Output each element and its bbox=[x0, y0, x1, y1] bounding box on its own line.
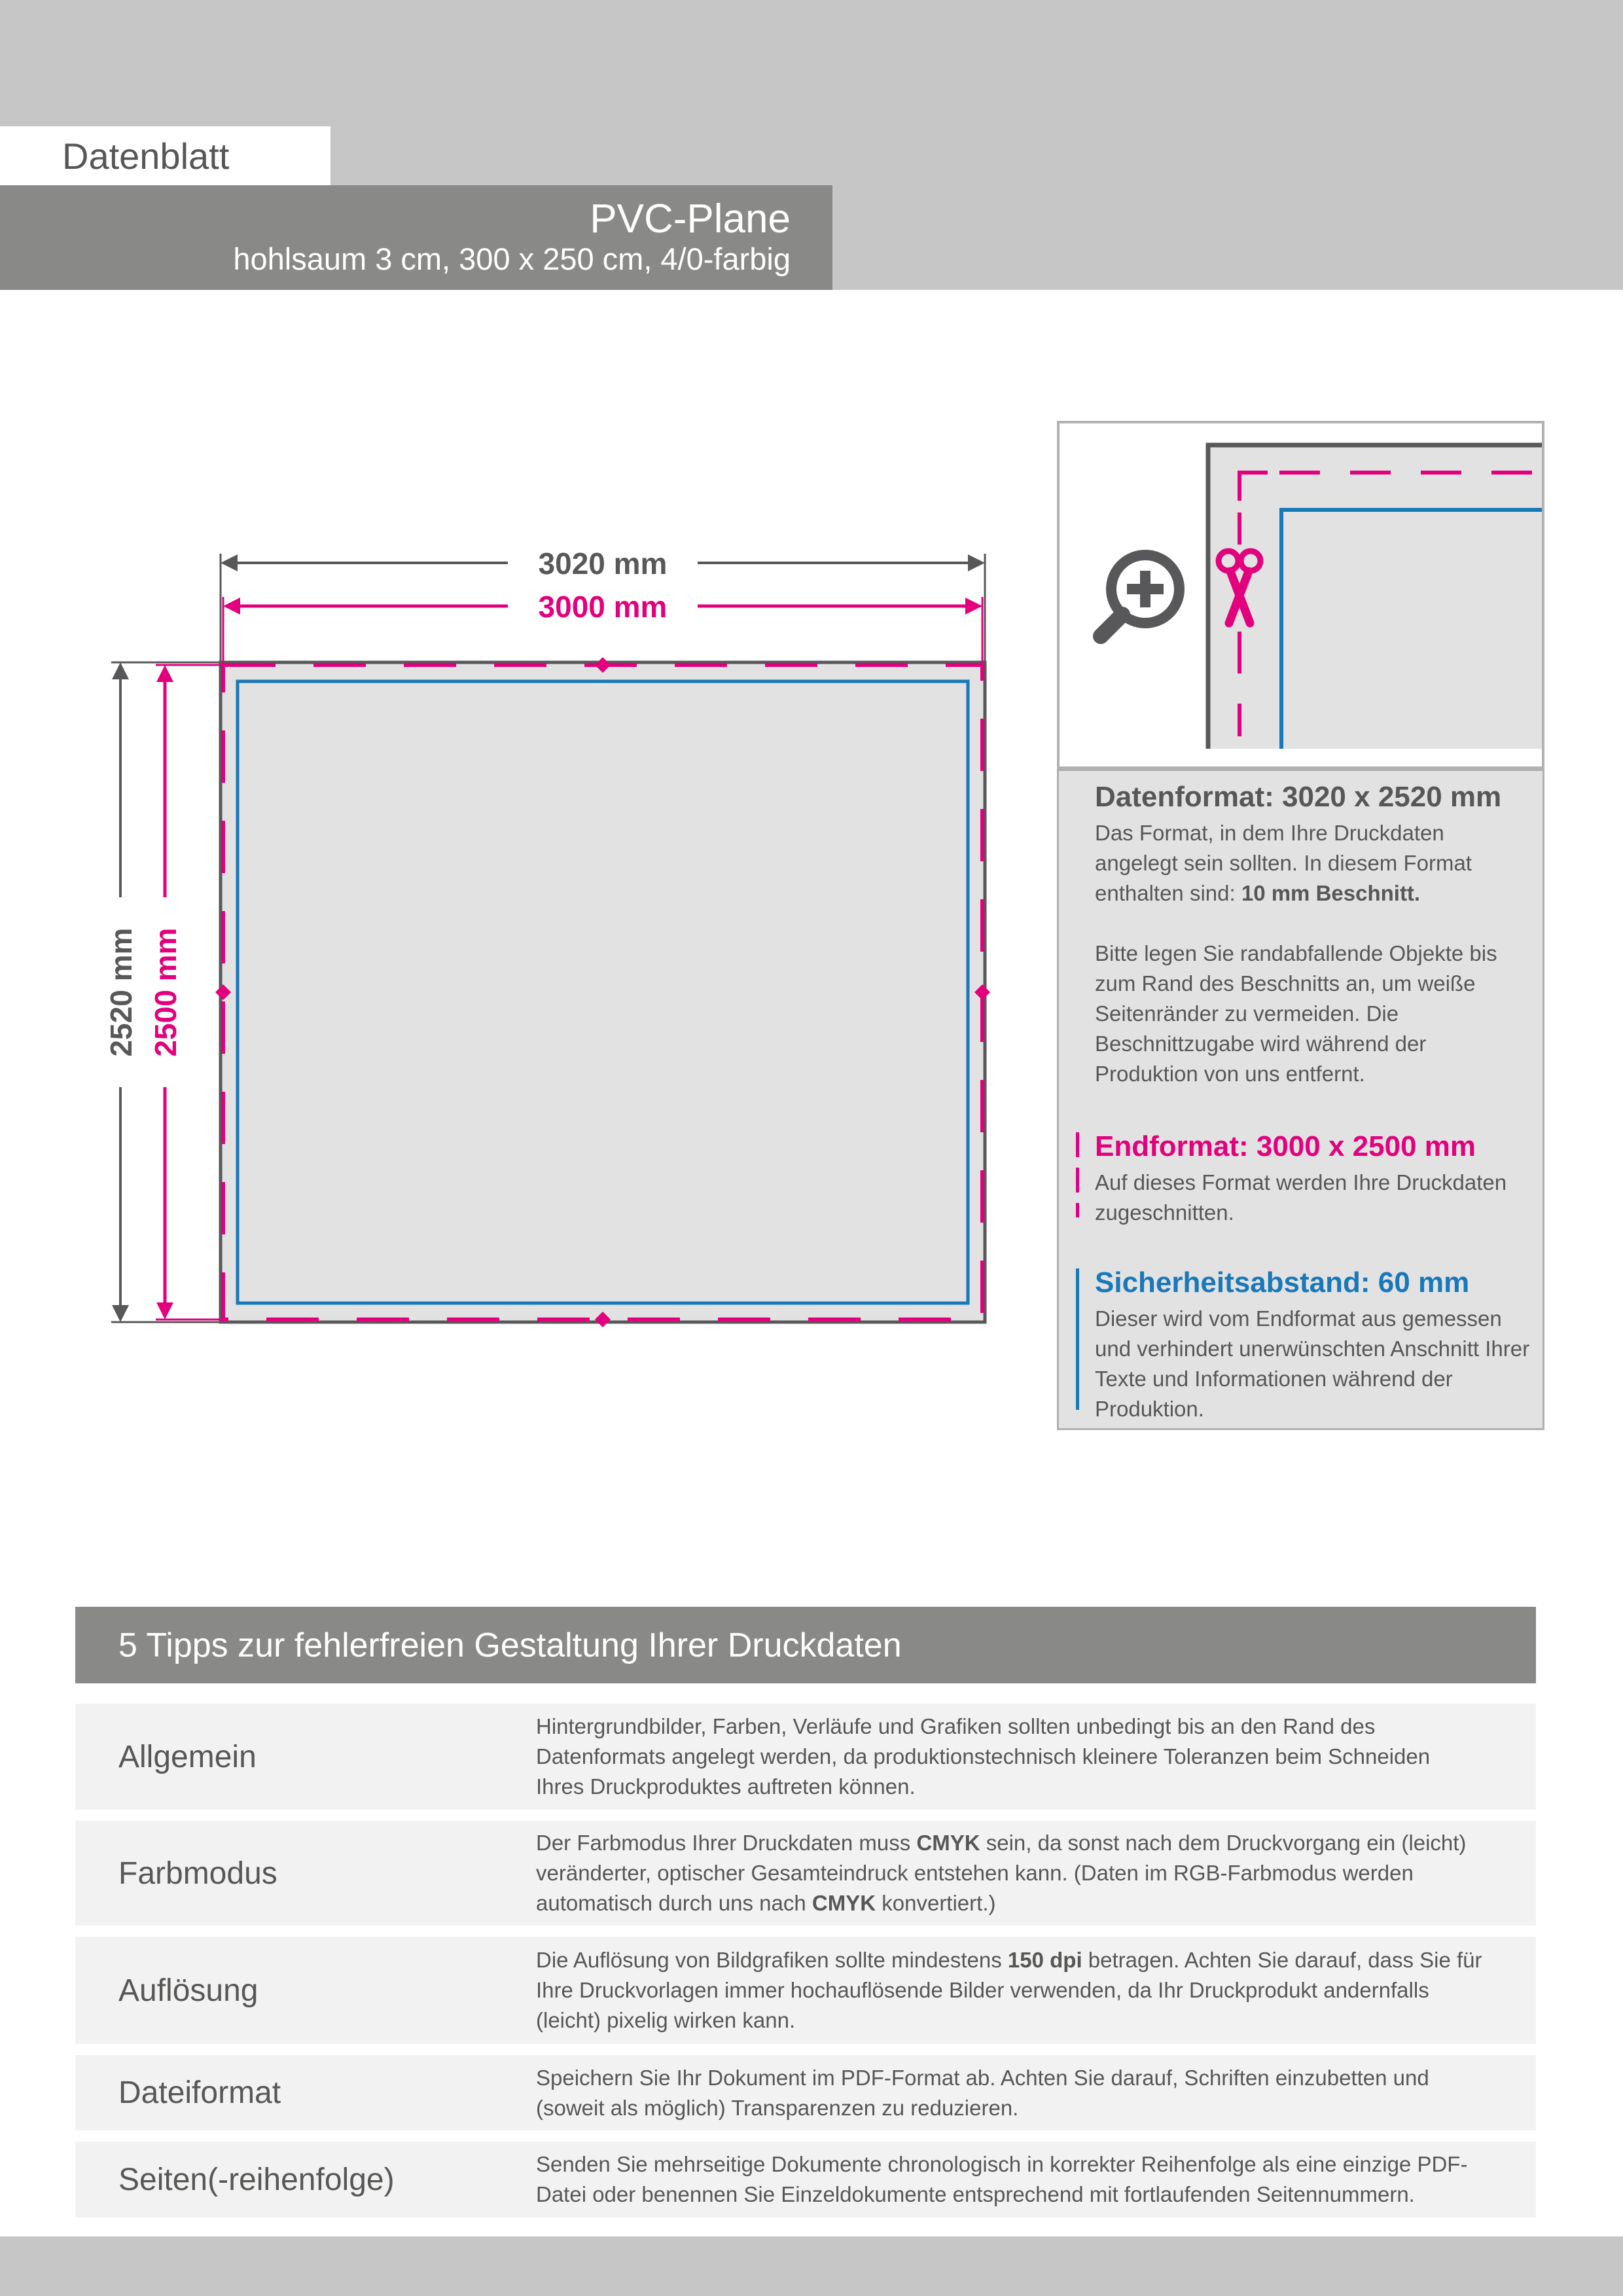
format-diagram bbox=[52, 497, 1073, 1374]
dim-outer-width-label: 3020 mm bbox=[538, 547, 668, 581]
dim-inner-width bbox=[223, 585, 982, 627]
tips-heading: 5 Tipps zur fehlerfreien Gestaltung Ihrer Druckdaten bbox=[118, 1626, 902, 1664]
tip-text: Speichern Sie Ihr Dokument im PDF-Format ab. Achten Sie darauf, Schriften einzubetten und (soweit als möglich) Transparenzen zu reduzieren. bbox=[536, 2065, 1429, 2120]
datenformat-rect bbox=[221, 662, 985, 1322]
footer-band bbox=[0, 2236, 1623, 2296]
sicherheit-heading: Sicherheitsabstand: 60 mm bbox=[1095, 1266, 1470, 1299]
tip-text: Hintergrundbilder, Farben, Verläufe und Grafiken sollten unbedingt bis an den Rand des Datenformats angelegt werden, da produktionstechnisch kleinere Toleranzen beim Schneiden Ihres Druckproduktes auftreten können. bbox=[536, 1714, 1431, 1799]
datenformat-block bbox=[1095, 780, 1530, 1089]
tip-row-aufloesung bbox=[75, 1937, 1536, 2044]
datenformat-heading: Datenformat: 3020 x 2520 mm bbox=[1095, 781, 1502, 813]
tip-label: Dateiformat bbox=[118, 2075, 281, 2110]
tip-row-allgemein bbox=[75, 1704, 1536, 1810]
tip-label: Seiten(-reihenfolge) bbox=[118, 2162, 395, 2197]
sicherheit-text: Dieser wird vom Endformat aus gemessen und verhindert unerwünschten Anschnitt Ihrer Texte und Informationen während der Produktion. bbox=[1095, 1306, 1530, 1421]
page-title: Datenblatt bbox=[62, 135, 230, 177]
dim-outer-width bbox=[221, 542, 985, 584]
corner-illustration bbox=[1206, 443, 1542, 749]
sicherheitsabstand-block bbox=[1095, 1266, 1530, 1424]
dim-outer-height-label: 2520 mm bbox=[104, 927, 138, 1057]
tip-text: Der Farbmodus Ihrer Druckdaten muss CMYK sein, da sonst nach dem Druckvorgang ein (leicht) veränderter, optischer Gesamteindruck entstehen kann. (Daten im RGB-Farbmodus werden automatisch durch uns nach CMYK konvertiert.) bbox=[536, 1831, 1467, 1915]
endformat-block bbox=[1095, 1130, 1530, 1228]
dim-outer-height bbox=[99, 662, 141, 1322]
datenformat-text-2: Bitte legen Sie randabfallende Objekte bis zum Rand des Beschnitts an, um weiße Seitenränder zu vermeiden. Die Beschnittzugabe wird während der Produktion von uns entfernt. bbox=[1095, 941, 1497, 1086]
tip-row-dateiformat bbox=[75, 2055, 1536, 2130]
endformat-heading: Endformat: 3000 x 2500 mm bbox=[1095, 1130, 1476, 1162]
magnifier-plus-icon bbox=[1101, 555, 1179, 636]
sicherheit-marker-line bbox=[1076, 1268, 1079, 1410]
endformat-text: Auf dieses Format werden Ihre Druckdaten zugeschnitten. bbox=[1095, 1170, 1507, 1225]
tip-text: Die Auflösung von Bildgrafiken sollte mindestens 150 dpi betragen. Achten Sie darauf, dass Sie für Ihre Druckvorlagen immer hochauflösende Bilder verwenden, da Ihr Druckprodukt andernfalls (leicht) pixelig wirken kann. bbox=[536, 1948, 1482, 2032]
tips-header-bar bbox=[75, 1607, 1536, 1683]
endformat-marker-line bbox=[1076, 1132, 1079, 1217]
corner-detail-box bbox=[1057, 421, 1544, 769]
tip-label: Allgemein bbox=[118, 1739, 257, 1774]
tip-text: Senden Sie mehrseitige Dokumente chronologisch in korrekter Reihenfolge als eine einzige PDF-Datei oder benennen Sie Einzeldokumente entsprechend mit fortlaufenden Seitennummern. bbox=[536, 2152, 1468, 2206]
dim-inner-width-label: 3000 mm bbox=[538, 590, 668, 624]
datenformat-text-1: Das Format, in dem Ihre Druckdaten angelegt sein sollten. In diesem Format enthalten sind: 10 mm Beschnitt. bbox=[1095, 821, 1472, 905]
tip-label: Farbmodus bbox=[118, 1856, 277, 1891]
tip-row-farbmodus bbox=[75, 1821, 1536, 1926]
product-name: PVC-Plane bbox=[590, 196, 791, 242]
tip-row-seitenreihenfolge bbox=[75, 2142, 1536, 2217]
datenblatt-title-box bbox=[0, 126, 330, 185]
product-header-bar bbox=[0, 185, 832, 290]
dim-inner-height bbox=[144, 665, 186, 1319]
tip-label: Auflösung bbox=[118, 1973, 259, 2008]
format-info-panel bbox=[1057, 769, 1544, 1430]
product-subtitle: hohlsaum 3 cm, 300 x 250 cm, 4/0-farbig bbox=[233, 242, 791, 276]
dim-inner-height-label: 2500 mm bbox=[149, 927, 183, 1057]
